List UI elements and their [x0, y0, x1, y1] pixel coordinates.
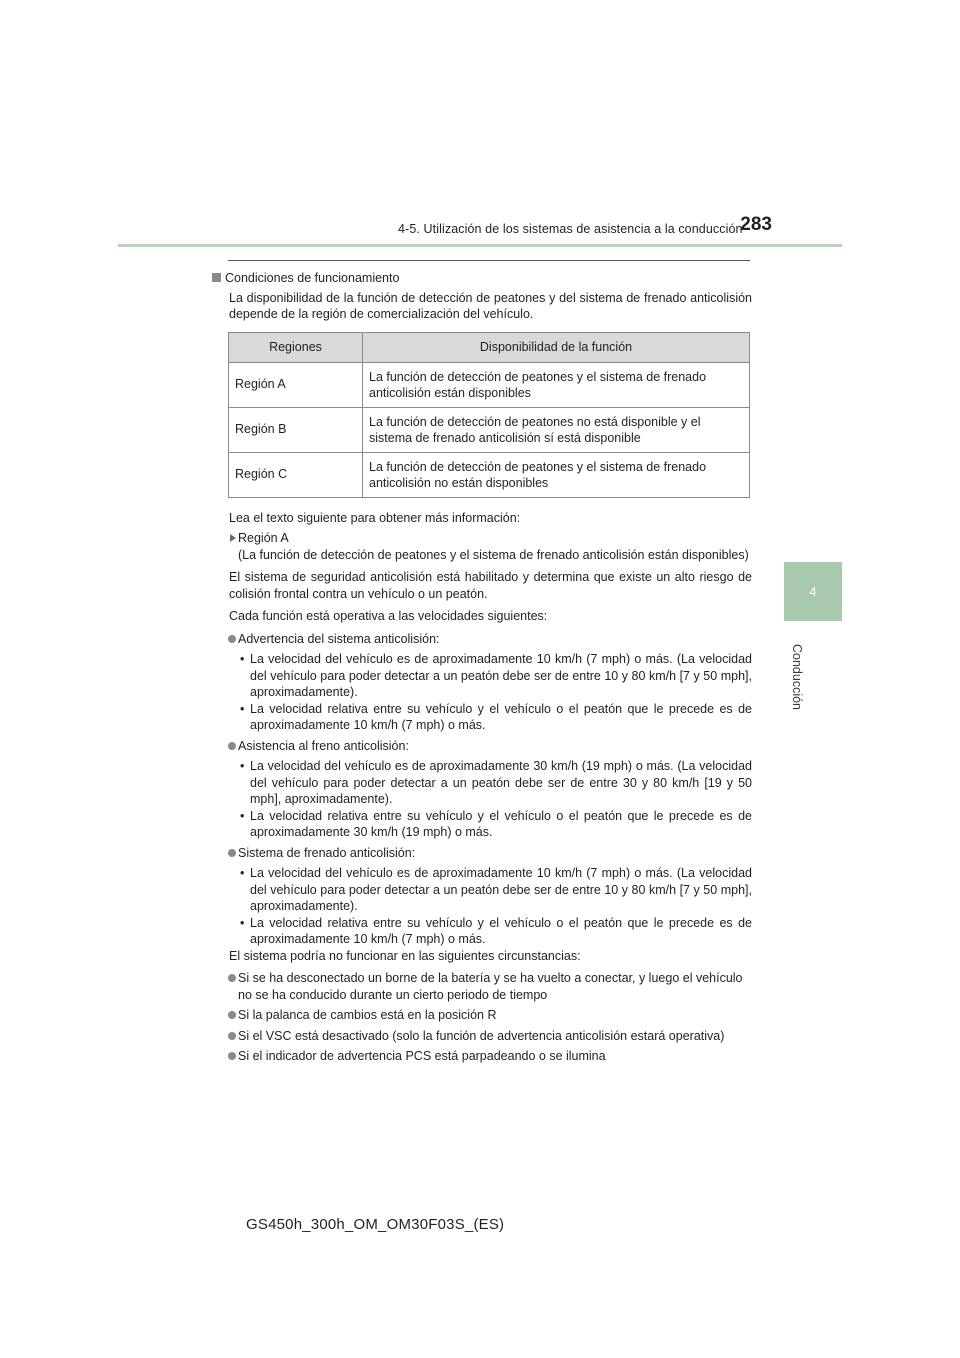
table-cell-region: Región B: [229, 407, 363, 452]
list-item: Si se ha desconectado un borne de la batería y se ha vuelto a conectar, y luego el vehículo no se ha conducido durante un cierto periodo de tiempo: [212, 970, 752, 1003]
bullet-dot-icon: [228, 1011, 236, 1019]
document-code: GS450h_300h_OM_OM30F03S_(ES): [246, 1216, 505, 1233]
chapter-label: [782, 632, 812, 722]
function-title: Sistema de frenado anticolisión:: [238, 845, 416, 860]
table-cell-availability: La función de detección de peatones y el sistema de frenado anticolisión están disponibles: [363, 362, 750, 407]
square-bullet-icon: [212, 273, 221, 282]
table-cell-region: Región A: [229, 362, 363, 407]
function-title: Advertencia del sistema anticolisión:: [238, 631, 440, 646]
each-function-text: Cada función está operativa a las velocidades siguientes:: [229, 609, 548, 623]
list-item: [212, 631, 752, 648]
list-item: • La velocidad relativa entre su vehículo y el vehículo o el peatón que le precede es de aproximadamente 10 km/h (7 mph) o más.: [240, 701, 752, 732]
page-header: [398, 214, 778, 242]
section-divider: [228, 260, 750, 261]
chapter-tab[interactable]: [784, 562, 842, 621]
section-heading: 4-5. Utilización de los sistemas de asistencia a la conducción: [398, 222, 743, 236]
list-item: Si el indicador de advertencia PCS está parpadeando o se ilumina: [212, 1048, 752, 1065]
bullet-dot-icon: [228, 849, 236, 857]
bullet-point-icon: •: [240, 652, 245, 666]
page-number: 283: [740, 214, 772, 235]
table-cell-availability: La función de detección de peatones no está disponible y el sistema de frenado anticolisión sí está disponible: [363, 407, 750, 452]
table-row: [229, 452, 750, 497]
region-a-title: Región A: [238, 531, 289, 545]
bullet-point-icon: •: [240, 808, 245, 823]
list-item: • La velocidad del vehículo es de aproximadamente 10 km/h (7 mph) o más. (La velocidad del vehículo para poder detectar a un peatón debe ser de entre 10 y 80 km/h [7 y 50 mph], aproximadamente).: [240, 866, 752, 913]
bullet-dot-icon: [228, 1052, 236, 1060]
region-a-link[interactable]: [212, 530, 752, 563]
regions-table: [228, 332, 750, 498]
list-item: • La velocidad del vehículo es de aproximadamente 30 km/h (19 mph) o más. (La velocidad del vehículo para poder detectar a un peatón debe ser de entre 30 y 80 km/h [19 y 50 mph], aproximadamente).: [240, 759, 752, 806]
list-item: Si el VSC está desactivado (solo la función de advertencia anticolisión estará operativa): [212, 1028, 752, 1045]
bullet-point-icon: •: [240, 759, 245, 773]
table-header-row: [229, 332, 750, 362]
may-not-work-text: El sistema podría no funcionar en las siguientes circunstancias:: [229, 948, 581, 963]
bullet-point-icon: •: [240, 701, 245, 716]
system-enabled-text: El sistema de seguridad anticolisión está habilitado y determina que existe un alto riesgo de colisión frontal contra un vehículo o un peatón.: [229, 570, 752, 601]
list-item: [212, 845, 752, 862]
chapter-label-text: Conducción: [790, 643, 804, 711]
list-item: • La velocidad del vehículo es de aproximadamente 10 km/h (7 mph) o más. (La velocidad del vehículo para poder detectar a un peatón debe ser de entre 10 y 80 km/h [7 y 50 mph], aproximadamente).: [240, 652, 752, 699]
arrow-right-icon: [230, 534, 236, 542]
bullet-dot-icon: [228, 635, 236, 643]
table-header-regions: Regiones: [229, 332, 363, 362]
table-row: [229, 362, 750, 407]
region-a-description: (La función de detección de peatones y el sistema de frenado anticolisión están disponibles): [238, 547, 749, 562]
function-title: Asistencia al freno anticolisión:: [238, 738, 409, 753]
read-more-text: Lea el texto siguiente para obtener más información:: [229, 510, 521, 525]
page-content: [212, 270, 752, 1065]
chapter-number: 4: [809, 584, 817, 599]
section-title: Condiciones de funcionamiento: [212, 270, 752, 287]
list-item: • La velocidad relativa entre su vehículo y el vehículo o el peatón que le precede es de aproximadamente 30 km/h (19 mph) o más.: [240, 808, 752, 839]
table-row: [229, 407, 750, 452]
bullet-dot-icon: [228, 974, 236, 982]
bullet-point-icon: •: [240, 866, 245, 880]
list-item: [212, 738, 752, 755]
section-intro: La disponibilidad de la función de detección de peatones y del sistema de frenado anticolisión depende de la región de comercialización del vehículo.: [229, 290, 752, 321]
table-cell-region: Región C: [229, 452, 363, 497]
header-divider: [118, 244, 842, 247]
table-cell-availability: La función de detección de peatones y el sistema de frenado anticolisión no están disponibles: [363, 452, 750, 497]
list-item: Si la palanca de cambios está en la posición R: [212, 1007, 752, 1024]
table-header-availability: Disponibilidad de la función: [363, 332, 750, 362]
bullet-dot-icon: [228, 742, 236, 750]
bullet-dot-icon: [228, 1032, 236, 1040]
list-item: • La velocidad relativa entre su vehículo y el vehículo o el peatón que le precede es de aproximadamente 10 km/h (7 mph) o más.: [240, 915, 752, 946]
bullet-point-icon: •: [240, 915, 245, 930]
